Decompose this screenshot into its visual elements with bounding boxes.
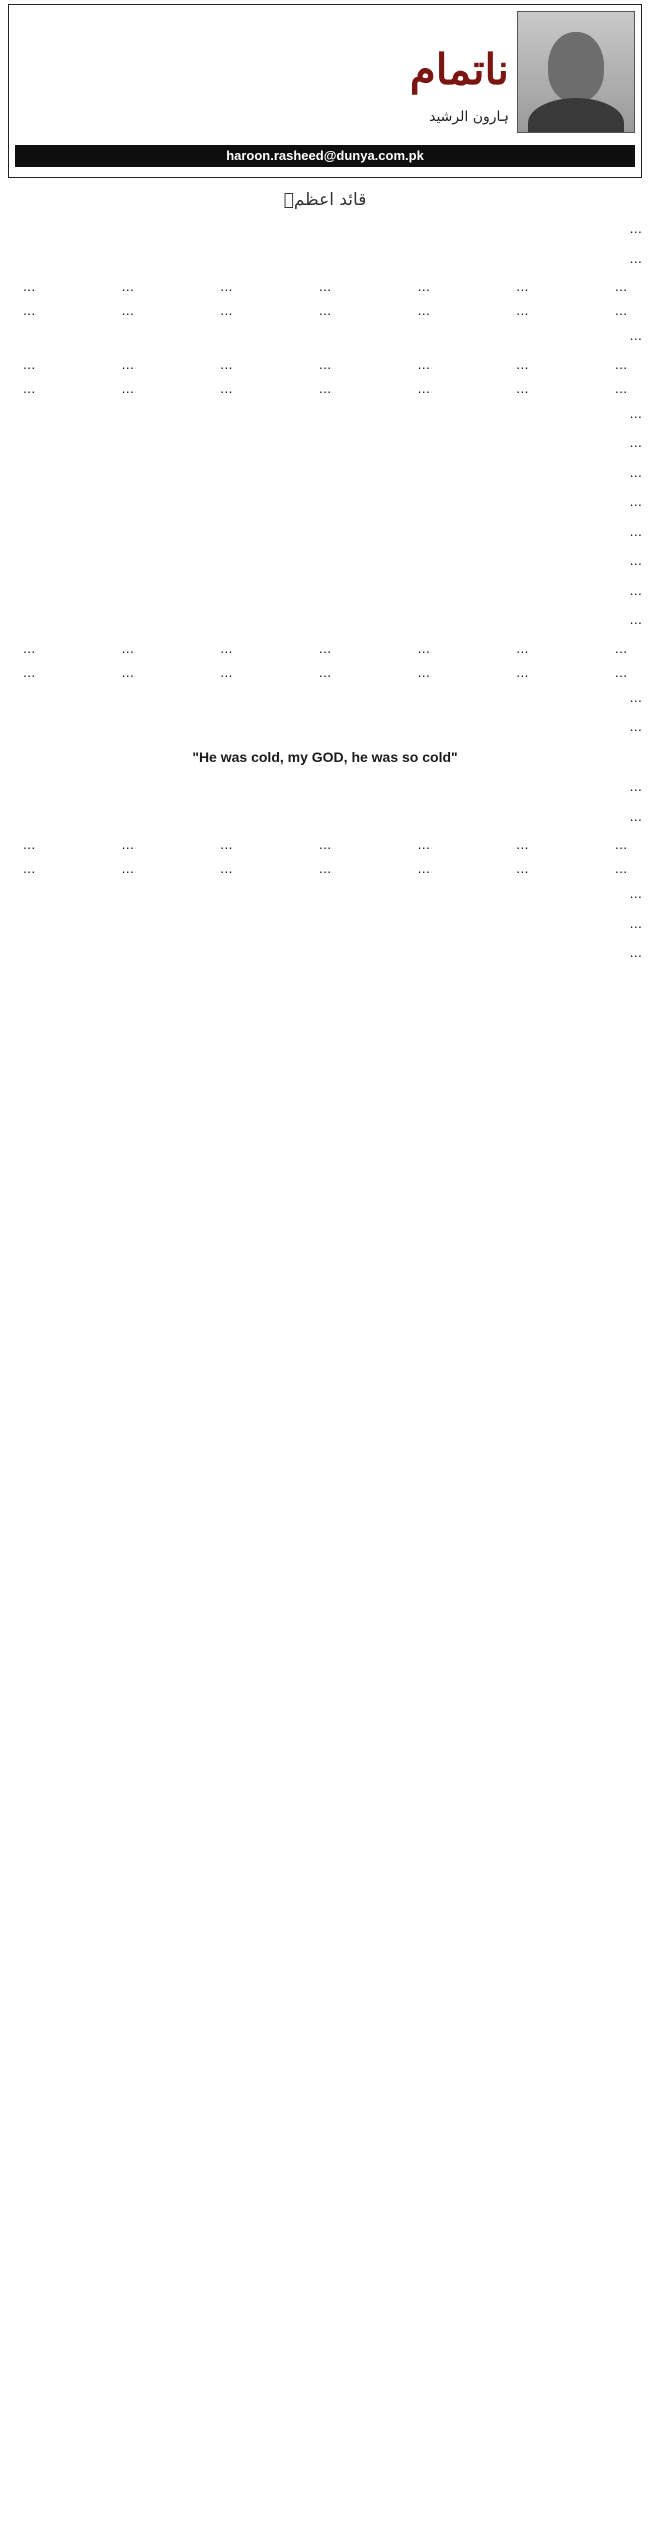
verse-word: …: [318, 861, 332, 876]
verse-word: …: [121, 356, 134, 372]
verse-line: [14, 301, 636, 321]
verse-word: …: [220, 837, 233, 852]
verse-line: [14, 663, 636, 683]
verse-block: [8, 835, 642, 855]
verse-word: …: [121, 861, 134, 876]
verse-word: …: [614, 303, 628, 318]
verse-word: …: [417, 356, 430, 372]
article-paragraph: …: [629, 915, 642, 931]
verse-word: …: [417, 279, 430, 294]
author-email[interactable]: haroon.rasheed@dunya.com.pk: [15, 145, 635, 167]
verse-word: …: [614, 861, 628, 876]
article-paragraph: …: [629, 435, 642, 450]
verse-word: …: [516, 640, 529, 656]
verse-word: …: [516, 861, 529, 876]
verse-word: …: [318, 837, 332, 852]
verse-word: …: [220, 861, 233, 876]
verse-word: …: [614, 664, 628, 680]
verse-word: …: [516, 356, 529, 372]
verse-block: [8, 663, 642, 683]
verse-line: [14, 277, 636, 297]
article-paragraph: …: [629, 328, 642, 343]
author-photo: [517, 11, 635, 133]
verse-word: …: [22, 303, 36, 318]
verse-word: …: [121, 279, 134, 294]
article-paragraph: …: [629, 808, 642, 824]
verse-block: [8, 639, 642, 659]
verse-word: …: [220, 279, 233, 294]
verse-word: …: [614, 380, 628, 396]
verse-word: …: [614, 837, 628, 852]
verse-word: …: [318, 380, 332, 396]
verse-word: …: [417, 640, 430, 656]
verse-line: [14, 835, 636, 855]
article-paragraph: …: [629, 494, 642, 509]
article-paragraph: …: [629, 464, 642, 480]
verse-word: …: [22, 279, 36, 294]
article-paragraph: …: [629, 553, 642, 568]
verse-word: …: [220, 356, 233, 372]
verse-block: [8, 379, 642, 399]
verse-word: …: [516, 380, 529, 396]
verse-word: …: [318, 303, 332, 318]
verse-line: [14, 379, 636, 399]
verse-word: …: [220, 640, 233, 656]
article-paragraph: …: [629, 945, 642, 960]
verse-word: …: [614, 279, 628, 294]
column-brand: ناتمام: [409, 45, 509, 94]
article-paragraph: …: [629, 612, 642, 627]
verse-word: …: [121, 303, 134, 318]
verse-word: …: [220, 664, 233, 680]
verse-word: …: [220, 303, 233, 318]
article-paragraph: …: [629, 719, 642, 734]
verse-word: …: [318, 640, 332, 656]
verse-word: …: [417, 861, 430, 876]
verse-word: …: [516, 279, 529, 294]
verse-line: [14, 859, 636, 879]
verse-word: …: [318, 356, 332, 372]
verse-block: [8, 355, 642, 375]
article-paragraph: …: [629, 689, 642, 705]
verse-word: …: [614, 356, 628, 372]
article-title: قائد اعظمؒ: [283, 190, 367, 210]
verse-word: …: [22, 861, 36, 876]
article-paragraph: …: [629, 523, 642, 539]
verse-word: …: [516, 303, 529, 318]
verse-word: …: [318, 664, 332, 680]
verse-word: …: [121, 380, 134, 396]
article-paragraph: …: [629, 250, 642, 266]
article-body: [8, 218, 642, 965]
verse-word: …: [417, 303, 430, 318]
verse-block: [8, 859, 642, 879]
article-paragraph: …: [629, 582, 642, 598]
verse-word: …: [121, 640, 134, 656]
verse-word: …: [318, 279, 332, 294]
verse-word: …: [417, 837, 430, 852]
verse-word: …: [220, 380, 233, 396]
article-paragraph: …: [629, 886, 642, 901]
verse-block: [8, 277, 642, 297]
verse-word: …: [22, 640, 36, 656]
verse-word: …: [516, 664, 529, 680]
verse-word: …: [516, 837, 529, 852]
verse-block: [8, 301, 642, 321]
verse-word: …: [22, 356, 36, 372]
article-paragraph: …: [629, 405, 642, 421]
verse-word: …: [22, 664, 36, 680]
english-quote: "He was cold, my GOD, he was so cold": [192, 748, 458, 765]
verse-line: [14, 639, 636, 659]
column-page: [8, 4, 642, 972]
verse-word: …: [614, 640, 628, 656]
verse-word: …: [121, 664, 134, 680]
verse-word: …: [417, 664, 430, 680]
author-photo-face: [548, 32, 604, 102]
column-header: [8, 4, 642, 178]
verse-word: …: [121, 837, 134, 852]
verse-line: [14, 355, 636, 375]
article-paragraph: …: [629, 221, 642, 236]
author-photo-shoulders: [528, 98, 624, 133]
author-name: ہارون الرشید: [429, 109, 509, 125]
verse-word: …: [22, 380, 36, 396]
verse-word: …: [417, 380, 430, 396]
verse-word: …: [22, 837, 36, 852]
article-paragraph: …: [629, 779, 642, 794]
